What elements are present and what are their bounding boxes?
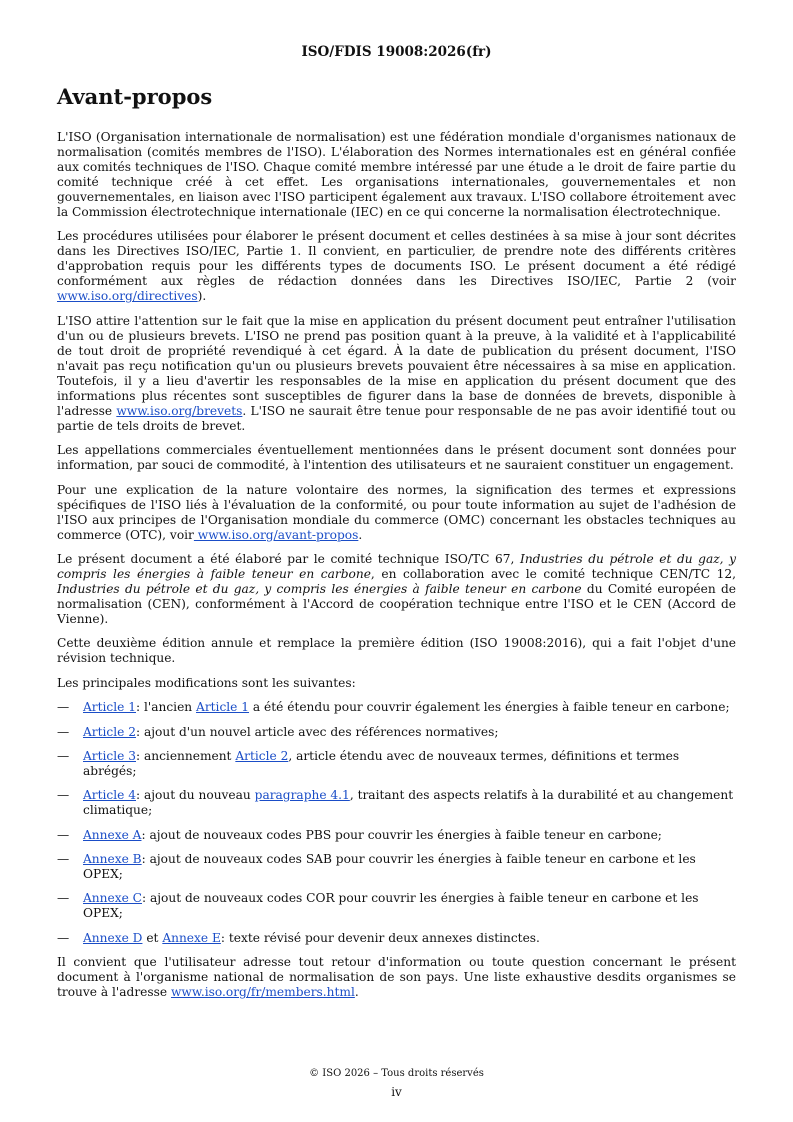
foreword-body [57, 130, 736, 1010]
link-annexe-e[interactable]: Annexe E [162, 930, 221, 945]
list-dash: — [57, 724, 70, 739]
list-item: — Article 3: anciennement Article 2, article étendu avec de nouveaux termes, définitions et termes abrégés; [57, 748, 680, 778]
paragraph-feedback: Il convient que l'utilisateur adresse tout retour d'information ou toute question concernant le présent document à l'organisme national de normalisation de son pays. Une liste exhaustive desdits organismes se trouve à l'adresse www.iso.org/fr/members.html. [57, 955, 736, 1000]
link-annexe-c[interactable]: Annexe C [83, 891, 142, 906]
section-title: Avant-propos [57, 84, 213, 109]
paragraph-procedures: Les procédures utilisées pour élaborer le présent document et celles destinées à sa mise à jour sont décrites dans les Directives ISO/IEC, Partie 1. Il convient, en particulier, de prendre note des différents critères d'approbation requis pour les différents types de documents ISO. Le présent document a été rédigé conformément aux règles de rédaction données dans les Directives ISO/IEC, Partie 2 (voir www.iso.org/directives). [57, 229, 736, 304]
list-dash: — [57, 827, 70, 842]
document-id-header: ISO/FDIS 19008:2026(fr) [301, 44, 492, 60]
link-iso-directives[interactable]: www.iso.org/directives [57, 289, 198, 304]
link-iso-members[interactable]: www.iso.org/fr/members.html [170, 985, 355, 1000]
list-dash: — [57, 700, 70, 715]
list-dash: — [57, 930, 70, 945]
link-article-1-old[interactable]: Article 1 [196, 700, 250, 715]
page-number: iv [391, 1085, 402, 1099]
paragraph-changes-intro: Les principales modifications sont les suivantes: [57, 675, 356, 690]
list-dash: — [57, 788, 70, 803]
link-iso-brevets[interactable]: www.iso.org/brevets [116, 403, 243, 418]
list-item: — Article 2: ajout d'un nouvel article avec des références normatives; [57, 724, 499, 739]
paragraph-edition: Cette deuxième édition annule et remplace la première édition (ISO 19008:2016), qui a fait l'objet d'une révision technique. [57, 636, 736, 666]
link-annexe-a[interactable]: Annexe A [83, 827, 142, 842]
list-item: — Annexe B: ajout de nouveaux codes SAB pour couvrir les énergies à faible teneur en carbone et les OPEX; [57, 852, 696, 882]
paragraph-committee: Le présent document a été élaboré par le comité technique ISO/TC 67, Industries du pétrole et du gaz, y compris les énergies à faible teneur en carbone, en collaboration avec le comité technique CEN/TC 12, Industries du pétrole et du gaz, y compris les énergies à faible teneur en carbone du Comité européen de normalisation (CEN), conformément à l'Accord de coopération technique entre l'ISO et le CEN (Accord de Vienne). [57, 551, 736, 626]
changes-list [57, 700, 736, 946]
list-dash: — [57, 852, 70, 867]
link-article-4[interactable]: Article 4 [83, 788, 136, 803]
paragraph-voluntary-nature: Pour une explication de la nature volontaire des normes, la signification des termes et expressions spécifiques de l'ISO liés à l'évaluation de la conformité, ou pour toute information au sujet de l'adhésion de l'ISO aux principes de l'Organisation mondiale du commerce (OMC) concernant les obstacles techniques au commerce (OTC), voir www.iso.org/avant-propos. [57, 482, 736, 542]
link-iso-avant-propos[interactable]: www.iso.org/avant-propos [193, 527, 359, 542]
paragraph-patents: L'ISO attire l'attention sur le fait que la mise en application du présent document peut entraîner l'utilisation d'un ou de plusieurs brevets. L'ISO ne prend pas position quant à la preuve, à la validité et à l'applicabilité de tout droit de propriété revendiqué à cet égard. À la date de publication du présent document, l'ISO n'avait pas reçu notification qu'un ou plusieurs brevets pouvaient être nécessaires à sa mise en application. Toutefois, il y a lieu d'avertir les responsables de la mise en application du présent document que des informations plus récentes sont susceptibles de figurer dans la base de données de brevets, disponible à l'adresse www.iso.org/brevets. L'ISO ne saurait être tenue pour responsable de ne pas avoir identifié tout ou partie de tels droits de brevet. [57, 313, 737, 433]
link-article-1[interactable]: Article 1 [83, 700, 136, 715]
list-item: — Annexe D et Annexe E: texte révisé pour devenir deux annexes distinctes. [57, 930, 540, 945]
copyright-footer: © ISO 2026 – Tous droits réservés [309, 1068, 484, 1079]
list-item: — Annexe A: ajout de nouveaux codes PBS pour couvrir les énergies à faible teneur en carbone; [57, 827, 662, 842]
paragraph-iso-organisation: L'ISO (Organisation internationale de normalisation) est une fédération mondiale d'organismes nationaux de normalisation (comités membres de l'ISO). L'élaboration des Normes internationales est en général confiée aux comités techniques de l'ISO. Chaque comité membre intéressé par une étude a le droit de faire partie du comité technique créé à cet effet. Les organisations internationales, gouvernementales et non gouvernementales, en liaison avec l'ISO participent également aux travaux. L'ISO collabore étroitement avec la Commission électrotechnique internationale (IEC) en ce qui concerne la normalisation électrotechnique. [57, 130, 736, 219]
link-article-2[interactable]: Article 2 [83, 724, 136, 739]
list-dash: — [57, 748, 70, 763]
link-article-2-old[interactable]: Article 2 [235, 748, 289, 763]
list-dash: — [57, 891, 70, 906]
link-article-3[interactable]: Article 3 [83, 748, 136, 763]
link-paragraphe-4-1[interactable]: paragraphe 4.1 [254, 788, 350, 803]
paragraph-trade-names: Les appellations commerciales éventuellement mentionnées dans le présent document sont données pour information, par souci de commodité, à l'intention des utilisateurs et ne sauraient constituer un engagement. [57, 443, 736, 473]
list-item: — Article 4: ajout du nouveau paragraphe 4.1, traitant des aspects relatifs à la durabilité et au changement climatique; [57, 788, 734, 818]
list-item: — Annexe C: ajout de nouveaux codes COR pour couvrir les énergies à faible teneur en carbone et les OPEX; [57, 891, 699, 921]
link-annexe-b[interactable]: Annexe B [83, 852, 142, 867]
link-annexe-d[interactable]: Annexe D [83, 930, 143, 945]
list-item: — Article 1: l'ancien Article 1 a été étendu pour couvrir également les énergies à faible teneur en carbone; [57, 700, 730, 715]
